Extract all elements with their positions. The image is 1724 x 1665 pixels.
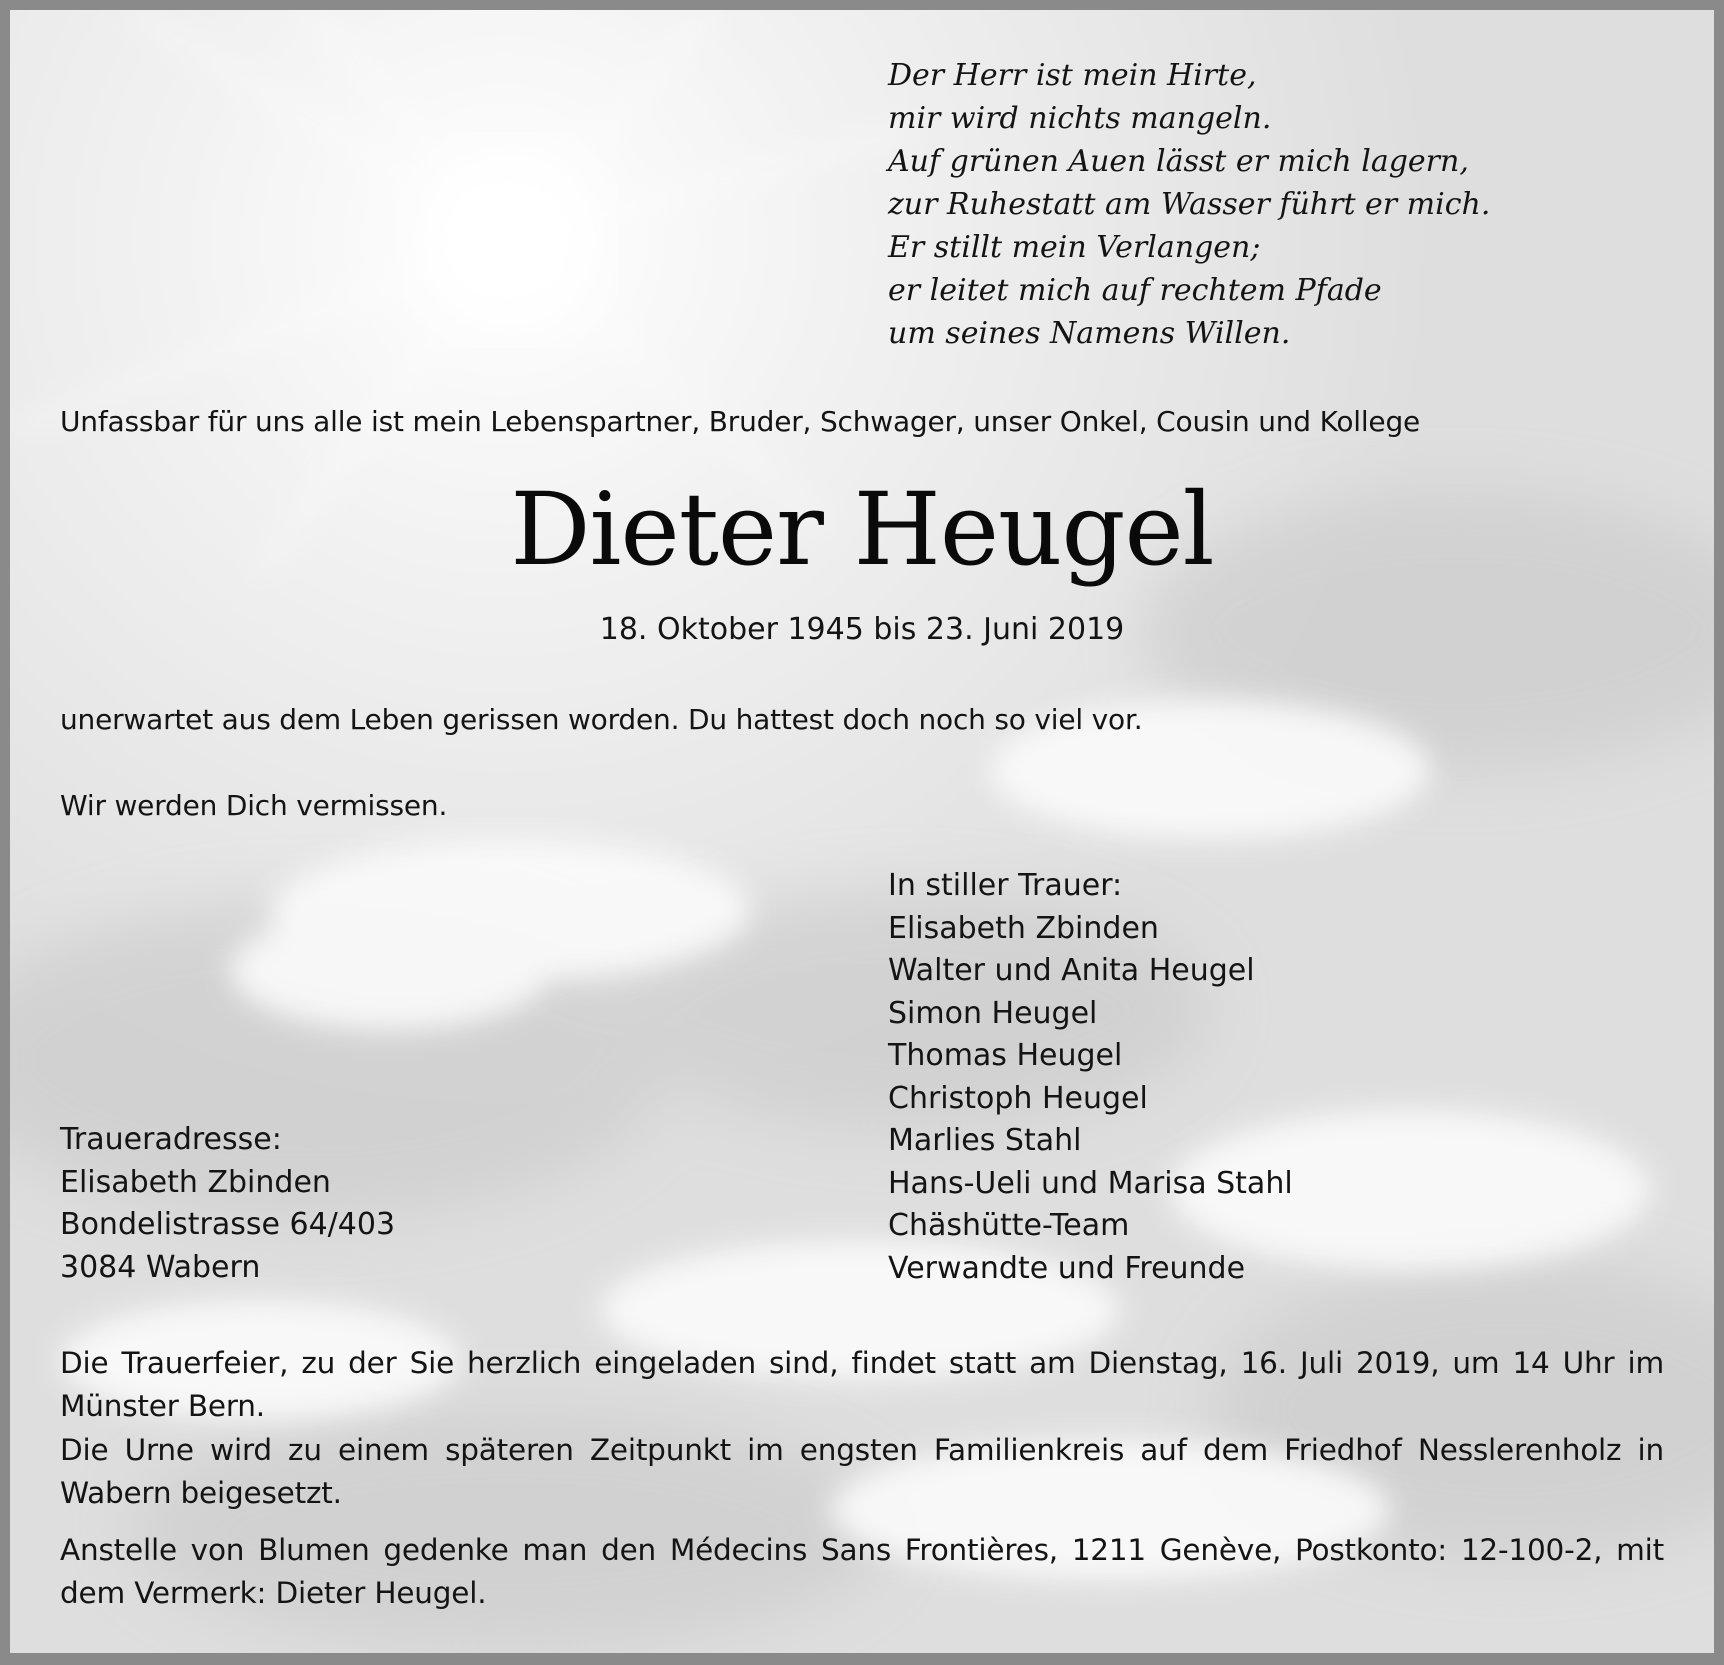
psalm-verse: [888, 54, 1648, 355]
life-dates: 18. Oktober 1945 bis 23. Juni 2019: [599, 612, 1125, 647]
address-line: Bondelistrasse 64/403: [60, 1207, 396, 1242]
farewell-line: Wir werden Dich vermissen.: [60, 789, 448, 822]
ceremony-notice: Die Trauerfeier, zu der Sie herzlich eingeladen sind, findet statt am Dienstag, 16. Juli 2019, um 14 Uhr im Münster Bern.: [60, 1346, 1664, 1423]
obituary-notice: [10, 10, 1714, 1653]
urn-notice: Die Urne wird zu einem späteren Zeitpunkt im engsten Familienkreis auf dem Friedhof Nesslerenholz in Wabern beigesetzt.: [60, 1433, 1664, 1510]
address-heading: Traueradresse:: [60, 1122, 282, 1157]
intro-text: Unfassbar für uns alle ist mein Lebenspartner, Bruder, Schwager, unser Onkel, Cousin und Kollege: [60, 405, 1421, 438]
psalm-line: Er stillt mein Verlangen;: [888, 230, 1261, 265]
address-line: Elisabeth Zbinden: [60, 1164, 331, 1200]
mourner-name: Walter und Anita Heugel: [888, 953, 1255, 988]
mourner-name: Marlies Stahl: [888, 1123, 1082, 1158]
mourner-name: Verwandte und Freunde: [888, 1250, 1246, 1286]
mourner-name: Chäshütte-Team: [888, 1208, 1130, 1243]
message-line: unerwartet aus dem Leben gerissen worden. Du hattest doch noch so viel vor.: [60, 703, 1143, 736]
psalm-line: Auf grünen Auen lässt er mich lagern,: [888, 144, 1469, 179]
mourner-name: Thomas Heugel: [888, 1038, 1123, 1073]
notice-content: [10, 10, 1714, 1653]
mourning-address: [60, 1119, 660, 1289]
mourners-heading: In stiller Trauer:: [888, 868, 1123, 903]
mourner-name: Simon Heugel: [888, 995, 1098, 1031]
psalm-line: Der Herr ist mein Hirte,: [888, 58, 1257, 93]
deceased-name: Dieter Heugel: [510, 471, 1214, 588]
mourner-name: Elisabeth Zbinden: [888, 910, 1159, 946]
psalm-line: er leitet mich auf rechtem Pfade: [888, 273, 1382, 308]
psalm-line: zur Ruhestatt am Wasser führt er mich.: [888, 187, 1491, 222]
address-line: 3084 Wabern: [60, 1249, 261, 1285]
psalm-line: mir wird nichts mangeln.: [888, 101, 1272, 136]
psalm-line: um seines Namens Willen.: [888, 316, 1291, 351]
mourner-name: Hans-Ueli und Marisa Stahl: [888, 1165, 1293, 1201]
mourner-name: Christoph Heugel: [888, 1080, 1148, 1116]
donation-notice: Anstelle von Blumen gedenke man den Médecins Sans Frontières, 1211 Genève, Postkonto: 12-100-2, mit dem Vermerk: Dieter Heugel.: [60, 1533, 1664, 1610]
mourners-list: [888, 865, 1668, 1290]
